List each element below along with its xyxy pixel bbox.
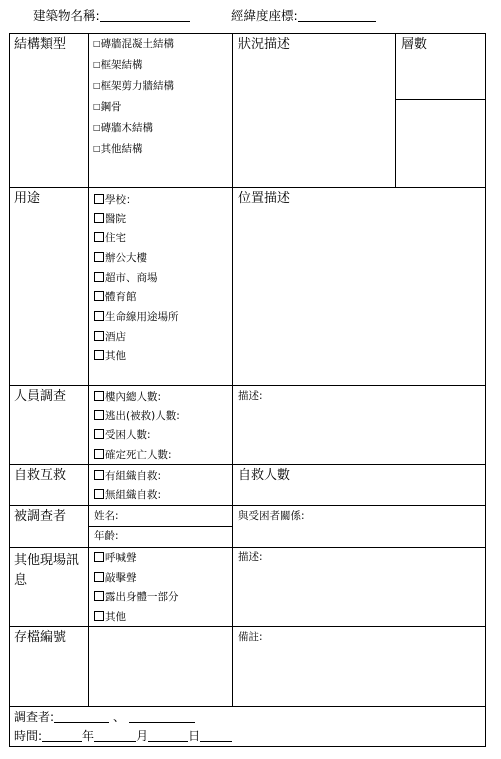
time-field[interactable] (14, 730, 232, 742)
other-site-info-label: 其他現場訊息 (14, 553, 80, 588)
other-info-description-label: 描述: (238, 551, 263, 563)
row-divider-2 (9, 385, 486, 386)
structure-type-label: 結構類型 (14, 37, 67, 52)
usage-option-residence[interactable]: 住宅 (94, 232, 126, 244)
investigator-blank-1[interactable] (54, 711, 109, 723)
usage-option-gym[interactable]: 體育館 (94, 291, 137, 303)
day-blank[interactable] (148, 730, 188, 742)
self-rescue-option-organized[interactable]: 有組織自救: (94, 470, 161, 482)
structure-option-brick-wood[interactable]: □ 磚牆木結構 (93, 123, 153, 134)
usage-label: 用途 (14, 191, 41, 206)
year-blank[interactable] (42, 730, 82, 742)
other-info-option-shouting[interactable]: 呼喊聲 (94, 552, 137, 564)
row-divider-3 (9, 464, 486, 465)
time-label: 時間: (14, 729, 43, 743)
coordinates-label: 經緯度座標: (231, 8, 298, 23)
col-divider-2 (232, 33, 233, 706)
row-divider-5 (9, 547, 486, 548)
col-divider-floors (395, 33, 396, 187)
table-border-top (9, 33, 486, 34)
self-rescue-label: 自救互救 (14, 468, 67, 483)
respondent-age-label[interactable]: 年齡: (94, 530, 119, 542)
investigator-label: 調查者: (14, 710, 55, 724)
month-blank[interactable] (94, 730, 136, 742)
personnel-option-dead[interactable]: 確定死亡人數: (94, 449, 172, 461)
personnel-option-trapped[interactable]: 受困人數: (94, 429, 151, 441)
structure-option-other[interactable]: □ 其他結構 (93, 144, 143, 155)
investigator-blank-2[interactable] (129, 711, 195, 723)
building-name-label: 建築物名稱: (33, 8, 100, 23)
building-name-blank[interactable] (100, 10, 190, 22)
remarks-label: 備註: (238, 631, 263, 643)
structure-option-frame[interactable]: □ 框架結構 (93, 60, 143, 71)
usage-option-office[interactable]: 辦公大樓 (94, 252, 147, 264)
investigator-separator: 、 (113, 710, 126, 724)
personnel-description-label: 描述: (238, 390, 263, 402)
table-border-right (485, 33, 486, 747)
personnel-survey-label: 人員調查 (14, 389, 67, 404)
archive-number-label: 存檔編號 (14, 630, 67, 645)
row-divider-1 (9, 187, 486, 188)
day-label: 日 (188, 729, 201, 743)
table-border-bottom (9, 746, 486, 747)
personnel-option-rescued[interactable]: 逃出(被救)人數: (94, 410, 180, 422)
table-border-left (9, 33, 10, 747)
row-divider-7 (9, 706, 486, 707)
structure-option-steel[interactable]: □ 鋼骨 (93, 102, 122, 113)
location-description-label: 位置描述 (238, 191, 291, 206)
building-name-field[interactable] (33, 6, 190, 24)
row-divider-6 (9, 626, 486, 627)
floors-label: 層數 (401, 37, 428, 52)
self-rescue-count-label: 自救人數 (238, 468, 291, 483)
structure-option-frame-shear-wall[interactable]: □ 框架剪力牆結構 (93, 81, 174, 92)
other-info-option-knocking[interactable]: 敲擊聲 (94, 572, 137, 584)
respondent-name-label[interactable]: 姓名: (94, 510, 119, 522)
respondent-label: 被調查者 (14, 509, 67, 524)
other-info-option-other[interactable]: 其他 (94, 611, 126, 623)
relation-to-trapped-label: 與受困者關係: (238, 510, 305, 522)
self-rescue-option-unorganized[interactable]: 無組織自救: (94, 489, 161, 501)
month-label: 月 (136, 729, 149, 743)
year-label: 年 (82, 729, 95, 743)
row-divider-4 (9, 505, 486, 506)
investigator-field[interactable] (14, 711, 195, 723)
coordinates-field[interactable] (231, 6, 376, 24)
coordinates-blank[interactable] (298, 10, 376, 22)
personnel-option-total[interactable]: 樓內總人數: (94, 391, 161, 403)
usage-option-other[interactable]: 其他 (94, 350, 126, 362)
usage-option-lifeline[interactable]: 生命線用途場所 (94, 311, 179, 323)
usage-option-hotel[interactable]: 酒店 (94, 331, 126, 343)
usage-option-hospital[interactable]: 醫院 (94, 213, 126, 225)
structure-option-brick-concrete[interactable]: □ 磚牆混凝土結構 (93, 39, 174, 50)
other-info-option-body-visible[interactable]: 露出身體一部分 (94, 591, 179, 603)
status-description-label: 狀況描述 (238, 37, 291, 52)
usage-option-school[interactable]: 學校： (94, 194, 137, 206)
col-divider-1 (88, 33, 89, 706)
respondent-inner-divider (88, 526, 233, 527)
time-trailing-blank[interactable] (200, 730, 232, 742)
usage-option-market[interactable]: 超市、商場 (94, 272, 158, 284)
floors-inner-divider (395, 99, 485, 100)
